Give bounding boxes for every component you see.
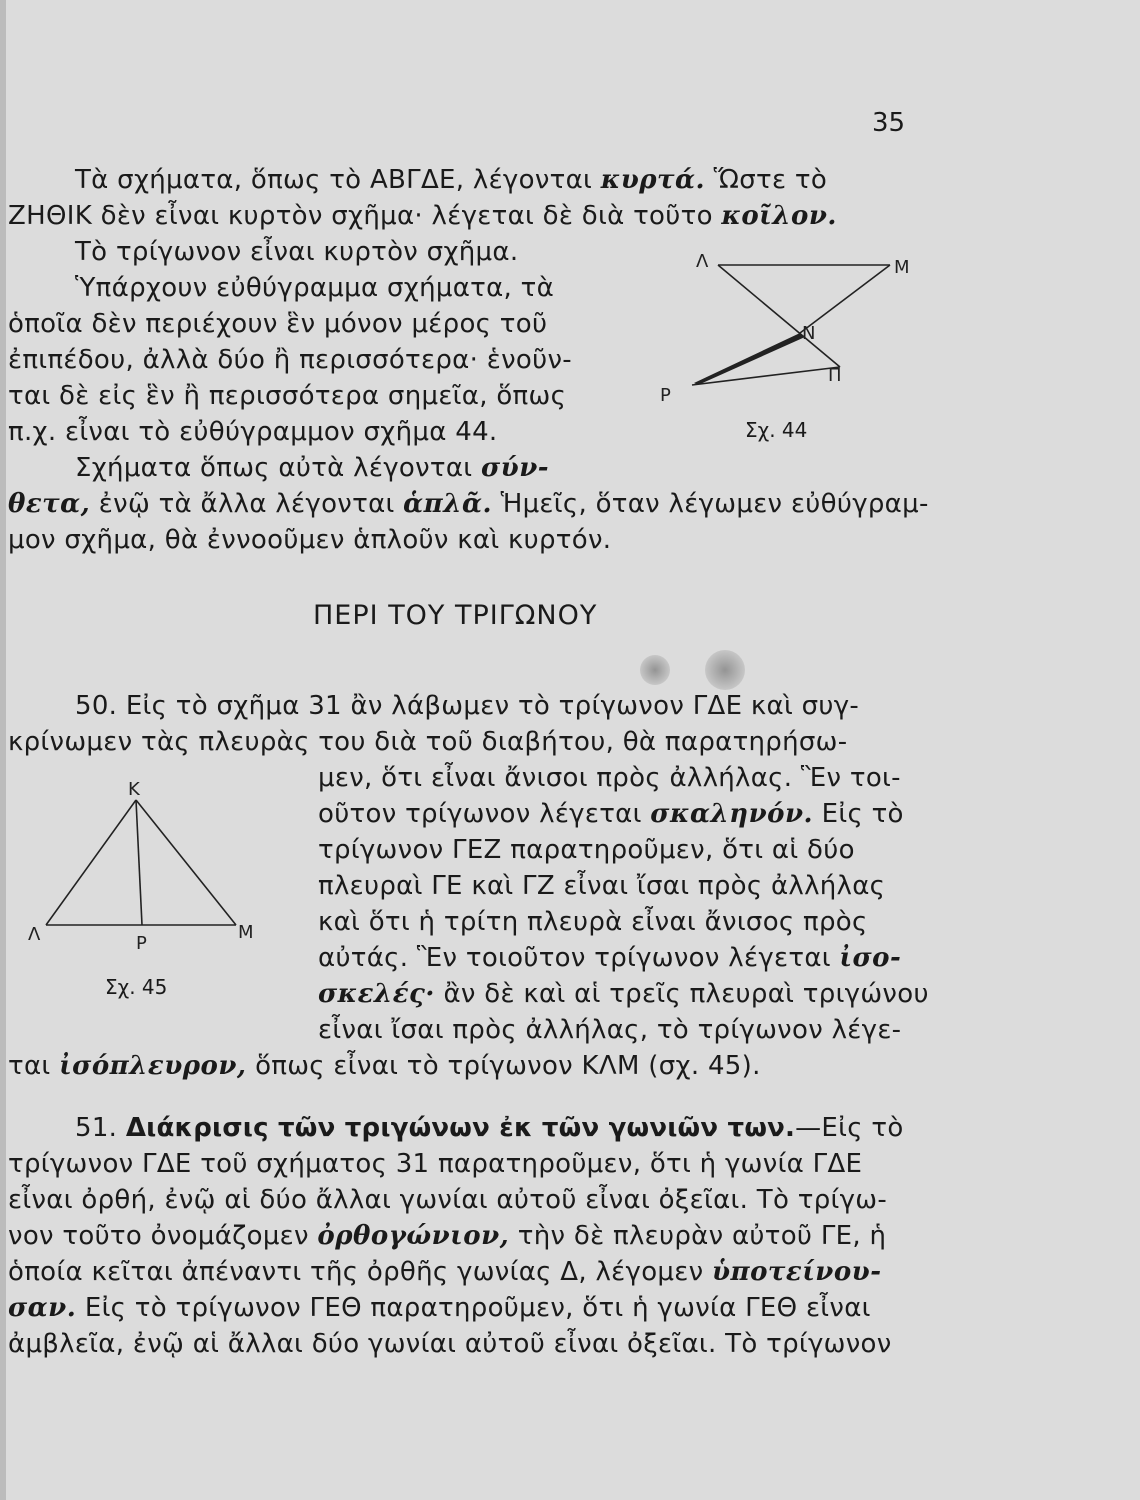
emphasized-term: σαν. — [8, 1293, 77, 1323]
text-span: Ὑπάρχουν εὐθύγραμμα σχήματα, τὰ — [75, 273, 555, 303]
text-line — [318, 904, 868, 940]
figure-45 — [28, 775, 268, 955]
text-span: π.χ. εἶναι τὸ εὐθύγραμμον σχῆμα 44. — [8, 417, 498, 447]
emphasized-term: σκαληνόν. — [650, 799, 814, 829]
text-span: ὁποῖα δὲν περιέχουν ἓν μόνον μέρος τοῦ — [8, 309, 548, 339]
fig44-label-pi: Π — [828, 365, 842, 386]
text-line — [8, 1290, 871, 1326]
text-line — [75, 234, 518, 270]
text-span: εἶναι ἴσαι πρὸς ἀλλήλας, τὸ τρίγωνον λέγε- — [318, 1015, 902, 1045]
text-span: ἂν δὲ καὶ αἱ τρεῖς πλευραὶ τριγώνου — [434, 979, 929, 1009]
fig45-caption: Σχ. 45 — [105, 975, 168, 999]
emphasized-term: ἁπλᾶ. — [403, 489, 492, 519]
fig44-label-rho: Ρ — [660, 385, 671, 406]
section-51-title: Διάκρισις τῶν τριγώνων ἐκ τῶν γωνιῶν των. — [125, 1113, 796, 1143]
text-span: οῦτον τρίγωνον λέγεται — [318, 799, 651, 829]
text-span: πλευραὶ ΓΕ καὶ ΓΖ εἶναι ἴσαι πρὸς ἀλλήλας — [318, 871, 886, 901]
text-span: εἶναι ὀρθή, ἐνῷ αἱ δύο ἄλλαι γωνίαι αὐτοῦ εἶναι ὀξεῖαι. Τὸ τρίγω- — [8, 1185, 888, 1215]
fig45-label-rho: Ρ — [136, 933, 147, 954]
text-line — [318, 868, 885, 904]
text-line — [8, 1146, 862, 1182]
text-span: Εἰς τὸ τρίγωνον ΓΕΘ παρατηροῦμεν, ὅτι ἡ γωνία ΓΕΘ εἶναι — [76, 1293, 871, 1323]
text-span: 50. Εἰς τὸ σχῆμα 31 ἂν λάβωμεν τὸ τρίγωνον ΓΔΕ καὶ συγ- — [75, 691, 860, 721]
emphasized-term: κυρτά. — [600, 165, 706, 195]
text-span: ἀμβλεῖα, ἐνῷ αἱ ἄλλαι δύο γωνίαι αὐτοῦ εἶναι ὀξεῖαι. Τὸ τρίγωνον — [8, 1329, 892, 1359]
text-line — [318, 1012, 901, 1048]
text-span: ΖΗΘΙΚ δὲν εἶναι κυρτὸν σχῆμα· λέγεται δὲ διὰ τοῦτο — [8, 201, 722, 231]
text-span: ὁποία κεῖται ἀπέναντι τῆς ὀρθῆς γωνίας Δ, λέγομεν — [8, 1257, 712, 1287]
text-line — [8, 1254, 882, 1290]
text-span: μον σχῆμα, θὰ ἐννοοῦμεν ἁπλοῦν καὶ κυρτόν. — [8, 525, 612, 555]
text-line — [8, 1218, 886, 1254]
text-span: κρίνωμεν τὰς πλευρὰς του διὰ τοῦ διαβήτου, θὰ παρατηρήσω- — [8, 727, 848, 757]
text-line — [8, 198, 837, 234]
text-line — [75, 270, 554, 306]
figure-44 — [640, 245, 930, 445]
text-span: ἐνῷ τὰ ἄλλα λέγονται — [90, 489, 404, 519]
section-heading: ΠΕΡΙ ΤΟΥ ΤΡΙΓΩΝΟΥ — [313, 600, 598, 631]
text-line — [318, 940, 901, 976]
text-span: ἐπιπέδου, ἀλλὰ δύο ἢ περισσότερα· ἑνοῦν- — [8, 345, 572, 375]
text-span: Σχήματα ὅπως αὐτὰ λέγονται — [75, 453, 481, 483]
fig44-caption: Σχ. 44 — [745, 418, 808, 442]
text-line — [318, 832, 855, 868]
text-span: Εἰς τὸ — [813, 799, 904, 829]
text-line — [318, 760, 901, 796]
text-line — [8, 1048, 761, 1084]
page-number: 35 — [872, 108, 906, 138]
emphasized-term: ἰσόπλευρον, — [59, 1051, 247, 1081]
text-line — [8, 522, 611, 558]
text-span: μεν, ὅτι εἶναι ἄνισοι πρὸς ἀλλήλας. Ἓν τοι- — [318, 763, 901, 793]
text-line — [318, 976, 929, 1012]
emphasized-term: ὀρθογώνιον, — [317, 1221, 510, 1251]
text-span: Τὰ σχήματα, ὅπως τὸ ΑΒΓΔΕ, λέγονται — [75, 165, 601, 195]
text-line — [8, 1326, 892, 1362]
fig45-label-lambda: Λ — [28, 924, 41, 945]
text-span: ὅπως εἶναι τὸ τρίγωνον ΚΛΜ (σχ. 45). — [246, 1051, 761, 1081]
emphasized-term: σύν- — [480, 453, 550, 483]
text-line — [8, 342, 572, 378]
text-span: τρίγωνον ΓΔΕ τοῦ σχήματος 31 παρατηροῦμεν, ὅτι ἡ γωνία ΓΔΕ — [8, 1149, 863, 1179]
text-line — [8, 414, 498, 450]
text-span: Τὸ τρίγωνον εἶναι κυρτὸν σχῆμα. — [75, 237, 519, 267]
fig45-label-kappa: Κ — [128, 779, 140, 800]
text-line — [318, 796, 904, 832]
text-line — [75, 450, 549, 486]
text-line — [8, 1182, 887, 1218]
fig44-label-lambda: Λ — [696, 251, 709, 272]
text-span: τρίγωνον ΓΕΖ παρατηροῦμεν, ὅτι αἱ δύο — [318, 835, 855, 865]
text-line — [8, 486, 929, 522]
text-span: ται δὲ εἰς ἓν ἢ περισσότερα σημεῖα, ὅπως — [8, 381, 567, 411]
text-line — [8, 378, 566, 414]
fig44-label-mu: Μ — [894, 257, 910, 278]
emphasized-term: κοῖλον. — [721, 201, 837, 231]
emphasized-term: θετα, — [8, 489, 91, 519]
fig45-label-mu: Μ — [238, 922, 254, 943]
emphasized-term: ὑποτείνου- — [712, 1257, 882, 1287]
text-span: αὐτάς. Ἓν τοιοῦτον τρίγωνον λέγεται — [318, 943, 840, 973]
ink-smudge — [705, 650, 745, 690]
text-span: νον τοῦτο ὀνομάζομεν — [8, 1221, 318, 1251]
page-edge — [0, 0, 6, 1500]
section-51-rest: —Εἰς τὸ — [795, 1113, 904, 1143]
section-51-title-line — [75, 1110, 904, 1146]
emphasized-term: ἰσο- — [839, 943, 902, 973]
text-span: τὴν δὲ πλευρὰν αὐτοῦ ΓΕ, ἡ — [509, 1221, 887, 1251]
section-51-number: 51. — [75, 1113, 118, 1143]
thick-line — [694, 333, 805, 385]
text-line — [75, 688, 859, 724]
fig44-label-nu: Ν — [802, 323, 816, 344]
ink-smudge — [640, 655, 670, 685]
text-span: ται — [8, 1051, 60, 1081]
text-line — [75, 162, 827, 198]
text-line — [8, 306, 547, 342]
emphasized-term: σκελές· — [318, 979, 435, 1009]
text-line — [8, 724, 847, 760]
text-span: Ὥστε τὸ — [705, 165, 828, 195]
text-span: καὶ ὅτι ἡ τρίτη πλευρὰ εἶναι ἄνισος πρὸς — [318, 907, 868, 937]
text-span: Ἡμεῖς, ὅταν λέγωμεν εὐθύγραμ- — [492, 489, 929, 519]
